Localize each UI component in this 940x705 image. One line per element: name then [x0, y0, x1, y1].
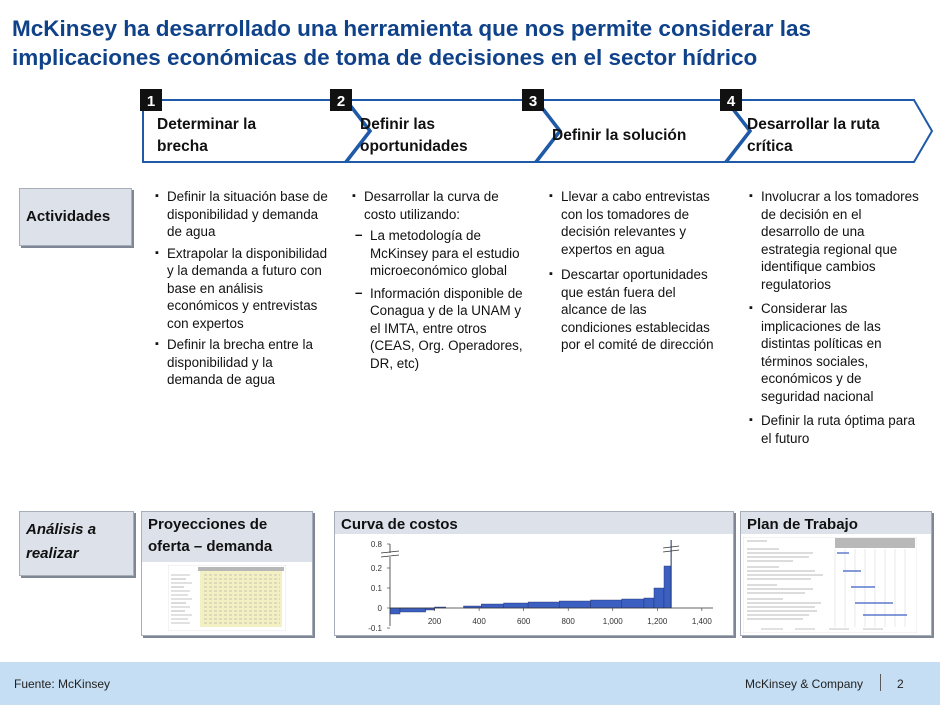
step-4-chevron	[727, 100, 932, 162]
x-tick-label: 1,400	[691, 617, 712, 626]
list-item: ▪ Descartar oportunidades que están fuera del alcance de las condiciones establecidas por el comité de dirección	[549, 266, 719, 354]
list-item: ▪ Desarrollar la curva de costo utilizando:	[352, 188, 527, 223]
proyecciones-panel	[141, 511, 313, 636]
svg-text:3: 3	[528, 93, 538, 110]
step-2-label: Definir las oportunidades	[360, 116, 468, 155]
step-3-number-badge	[522, 89, 544, 111]
step-3-label: Definir la solución	[552, 127, 687, 144]
y-tick-label: -0.1	[368, 624, 382, 633]
list-item: ▪ Considerar las implicaciones de las distintas políticas en términos sociales, económicos y de seguridad nacional	[749, 300, 919, 405]
cost-bar	[590, 600, 621, 608]
x-tick-label: 800	[561, 617, 575, 626]
cost-bar	[481, 604, 503, 608]
list-item: ▪ Definir la brecha entre la disponibilidad y la demanda de agua	[155, 336, 330, 389]
cost-bar	[654, 588, 664, 608]
plan-panel	[740, 511, 932, 636]
footer-source: Fuente: McKinsey	[14, 677, 111, 691]
footer-page-number: 2	[897, 677, 904, 691]
footer-company: McKinsey & Company	[745, 677, 864, 691]
list-item: ▪ Involucrar a los tomadores de decisión en el desarrollo de una estrategia regional que identifique cambios regulatorios	[749, 188, 919, 293]
x-tick-label: 1,200	[647, 617, 668, 626]
analysis-label-line2: realizar	[26, 545, 79, 562]
activities-col-2	[352, 188, 527, 377]
list-subitem: – La metodología de McKinsey para el estudio microeconómico global	[352, 227, 527, 280]
step-2-number-badge	[330, 89, 352, 111]
step-3-chevron	[537, 100, 749, 162]
cost-bar	[390, 608, 400, 614]
step-4-label: Desarrollar la ruta crítica	[747, 116, 880, 155]
x-tick-label: 400	[472, 617, 486, 626]
footer	[0, 662, 940, 705]
cost-bar	[528, 602, 559, 608]
analysis-label	[19, 511, 134, 576]
svg-text:1: 1	[146, 93, 156, 110]
footer-separator	[880, 674, 881, 691]
list-item: ▪ Extrapolar la disponibilidad y la demanda a futuro con base en análisis económicos y entrevistas con expertos	[155, 245, 330, 333]
list-item: ▪ Llevar a cabo entrevistas con los tomadores de decisión relevantes y expertos en agua	[549, 188, 719, 258]
x-tick-label: 1,000	[602, 617, 623, 626]
process-steps	[0, 86, 940, 186]
step-1-label: Determinar la brecha	[157, 116, 257, 155]
proyecciones-title: Proyecciones de oferta – demanda	[148, 516, 273, 555]
list-subitem: – Información disponible de Conagua y de la UNAM y el IMTA, entre otros (CEAS, Org. Operadores, DR, etc)	[352, 285, 527, 373]
y-axis-break	[381, 551, 399, 557]
cost-bar	[400, 608, 426, 612]
cost-bar	[559, 601, 590, 608]
curva-panel	[334, 511, 734, 636]
svg-text:2: 2	[336, 93, 346, 110]
cost-bar	[664, 566, 671, 608]
step-1-number-badge	[140, 89, 162, 111]
analysis-label-line1: Análisis a	[26, 521, 97, 538]
x-tick-label: 200	[427, 617, 442, 626]
activities-col-4	[749, 188, 919, 451]
step-4-number-badge	[720, 89, 742, 111]
plan-title: Plan de Trabajo	[747, 516, 858, 533]
list-item: ▪ Definir la ruta óptima para el futuro	[749, 412, 919, 447]
y-tick-label: 0	[377, 604, 382, 613]
cost-bar	[622, 599, 644, 608]
y-tick-label: 0.8	[370, 540, 382, 549]
cost-curve-chart	[335, 534, 733, 634]
svg-text:4: 4	[726, 93, 736, 110]
activities-label: Actividades	[19, 188, 132, 246]
y-tick-label: 0.2	[370, 564, 382, 573]
list-item: ▪ Definir la situación base de disponibilidad y demanda de agua	[155, 188, 330, 241]
curva-title: Curva de costos	[341, 516, 458, 533]
proyecciones-table-thumbnail	[168, 565, 286, 631]
work-plan-thumbnail	[743, 537, 917, 633]
x-tick-label: 600	[516, 617, 531, 626]
activities-col-3	[549, 188, 719, 358]
cost-bar	[644, 598, 654, 608]
cost-bar	[504, 603, 529, 608]
page-title: McKinsey ha desarrollado una herramienta que nos permite considerar las implicaciones económicas de toma de decisiones en el sector hídrico	[12, 16, 812, 70]
activities-col-1	[155, 188, 330, 393]
y-tick-label: 0.1	[370, 584, 382, 593]
